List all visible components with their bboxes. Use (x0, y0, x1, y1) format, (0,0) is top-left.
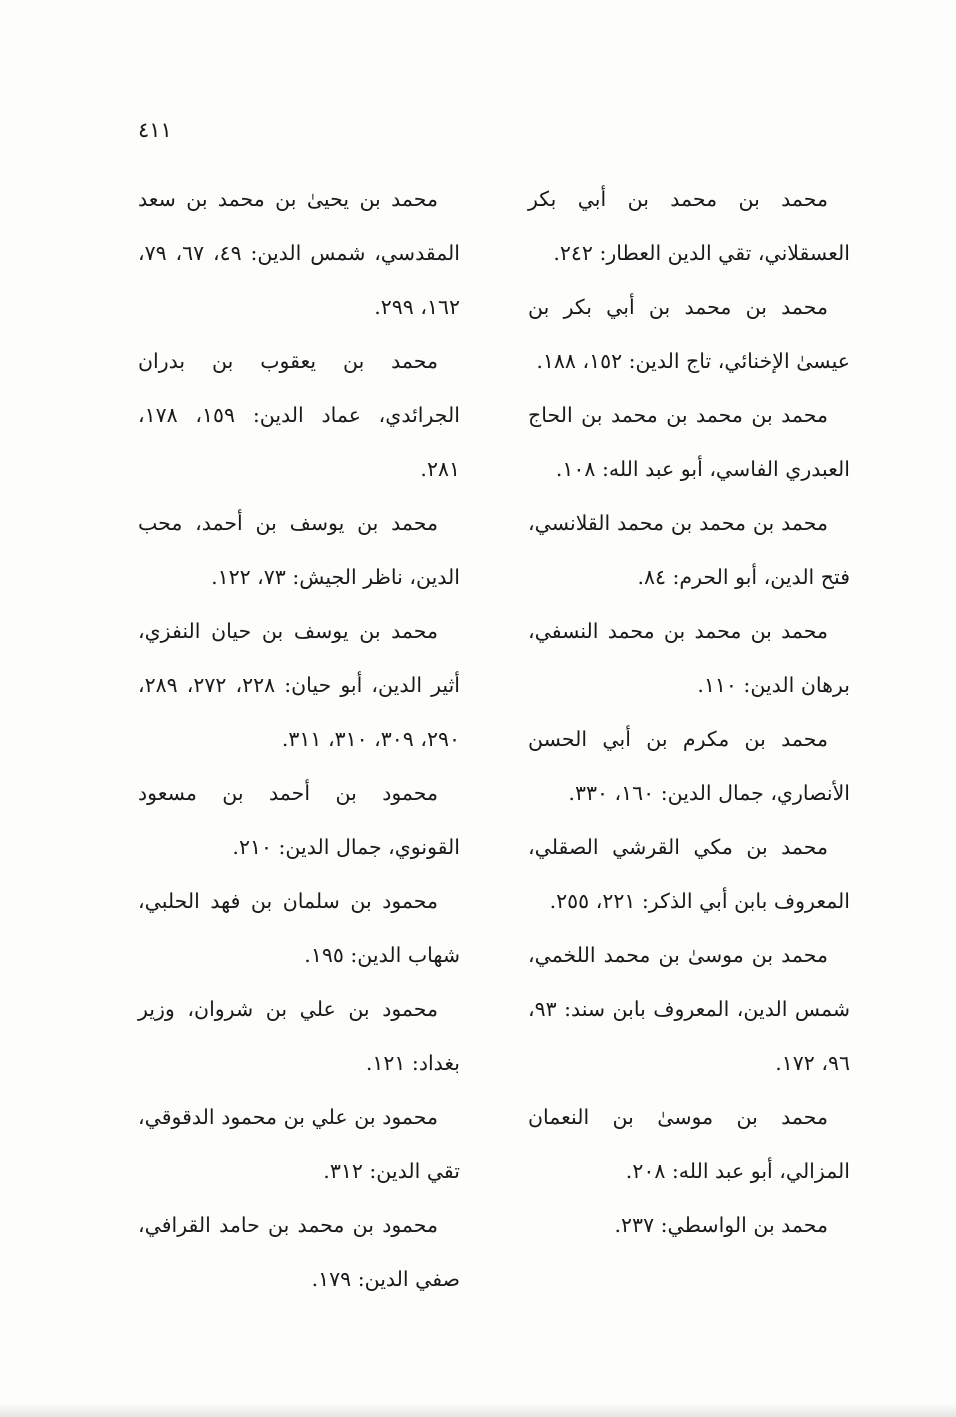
index-entry: محمود بن علي بن شروان، وزير بغداد: ١٢١. (138, 997, 460, 1075)
index-entry: محمد بن يحيىٰ بن محمد بن سعد المقدسي، شمس الدين: ٤٩، ٦٧، ٧٩، ١٦٢، ٢٩٩. (138, 187, 460, 319)
index-entry: محمد بن محمد بن أبي بكر بن عيسىٰ الإخنائي، تاج الدين: ١٥٢، ١٨٨. (528, 295, 850, 373)
index-entry: محمود بن سلمان بن فهد الحلبي، شهاب الدين: ١٩٥. (138, 889, 460, 967)
index-entry: محمد بن يوسف بن أحمد، محب الدين، ناظر الجيش: ٧٣، ١٢٢. (138, 511, 460, 589)
index-entry: محمد بن مكرم بن أبي الحسن الأنصاري، جمال الدين: ١٦٠، ٣٣٠. (528, 727, 850, 805)
index-entry: محمد بن يعقوب بن بدران الجرائدي، عماد الدين: ١٥٩، ١٧٨، ٢٨١. (138, 349, 460, 481)
page-number: ٤١١ (138, 118, 172, 142)
scan-edge-shadow (0, 1403, 956, 1417)
index-entry: محمد بن محمد بن محمد النسفي، برهان الدين: ١١٠. (528, 619, 850, 697)
index-entry: محمد بن موسىٰ بن النعمان المزالي، أبو عبد الله: ٢٠٨. (528, 1105, 850, 1183)
index-entry: محمد بن مكي القرشي الصقلي، المعروف بابن أبي الذكر: ٢٢١، ٢٥٥. (528, 835, 850, 913)
index-entry: محمود بن محمد بن حامد القرافي، صفي الدين: ١٧٩. (138, 1213, 460, 1291)
index-entry: محمد بن يوسف بن حيان النفزي، أثير الدين، أبو حيان: ٢٢٨، ٢٧٢، ٢٨٩، ٢٩٠، ٣٠٩، ٣١٠، ٣١١. (138, 619, 460, 751)
index-entry: محمد بن محمد بن أبي بكر العسقلاني، تقي الدين العطار: ٢٤٢. (528, 187, 850, 265)
index-entry: محمد بن محمد بن محمد القلانسي، فتح الدين، أبو الحرم: ٨٤. (528, 511, 850, 589)
index-entry: محمود بن علي بن محمود الدقوقي، تقي الدين: ٣١٢. (138, 1105, 460, 1183)
index-column-right (528, 172, 850, 1252)
index-entry: محمود بن أحمد بن مسعود القونوي، جمال الدين: ٢١٠. (138, 781, 460, 859)
index-entry: محمد بن موسىٰ بن محمد اللخمي، شمس الدين، المعروف بابن سند: ٩٣، ٩٦، ١٧٢. (528, 943, 850, 1075)
index-entry: محمد بن الواسطي: ٢٣٧. (614, 1213, 828, 1237)
index-column-left (138, 172, 460, 1306)
index-entry: محمد بن محمد بن محمد بن الحاج العبدري الفاسي، أبو عبد الله: ١٠٨. (528, 403, 850, 481)
